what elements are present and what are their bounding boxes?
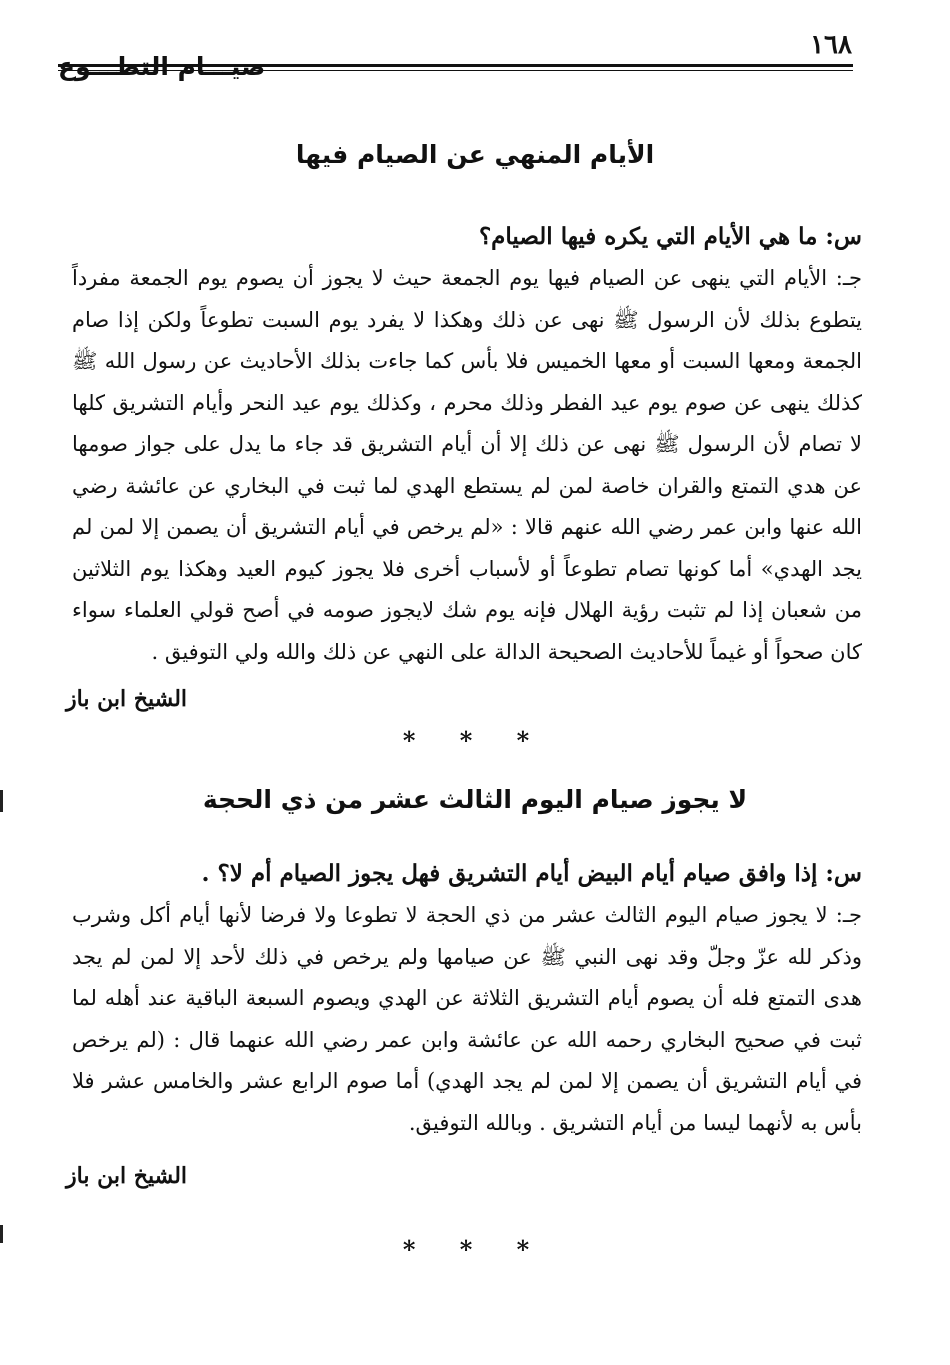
section-separator: * * * xyxy=(402,726,548,755)
running-header-title: صيـــام التطـــوع xyxy=(58,52,266,81)
answer-text: جـ: الأيام التي ينهى عن الصيام فيها يوم الجمعة حيث لا يجوز أن يصوم يوم الجمعة مفرداً يتطوع بذلك لأن الرسول ﷺ نهى عن ذلك وهكذا لا يفرد يوم السبت تطوعاً ولكن إذا صام الجمعة ومعها السبت أو معها الخميس فلا بأس كما جاءت بذلك الأحاديث عن رسول الله ﷺ كذلك ينهى عن صوم يوم عيد الفطر وذلك محرم ، وكذلك يوم عيد النحر وأيام التشريق كلها لا تصام لأن الرسول ﷺ نهى عن ذلك إلا أن أيام التشريق قد جاء ما يدل على جواز صومها عن هدي التمتع والقران خاصة لمن لم يستطع الهدي لما ثبت في البخاري عن عائشة رضي الله عنها وابن عمر رضي الله عنهم قالا : «لم يرخص في أيام التشريق أن يصمن إلا لمن لم يجد الهدي» أما كونها تصام تطوعاً أو لأسباب أخرى فلا يجوز كيوم العيد وهكذا يوم الثلاثين من شعبان إذا لم تثبت رؤية الهلال فإنه يوم شك لايجوز صومه في أصح قولي العلماء سواء كان صحواً أو غيماً للأحاديث الصحيحة الدالة على النهي عن ذلك والله ولي التوفيق . xyxy=(72,266,862,664)
scan-margin-mark xyxy=(0,790,3,812)
question-text: س: ما هي الأيام التي يكره فيها الصيام؟ xyxy=(478,223,862,250)
page-number: ١٦٨ xyxy=(810,30,852,60)
scan-margin-mark xyxy=(0,1225,3,1243)
section-title: الأيام المنهي عن الصيام فيها xyxy=(295,140,655,169)
author-signature: الشيخ ابن باز xyxy=(66,686,188,712)
author-signature: الشيخ ابن باز xyxy=(66,1163,188,1189)
section-separator: * * * xyxy=(402,1235,548,1264)
section-title: لا يجوز صيام اليوم الثالث عشر من ذي الحجة xyxy=(202,785,748,814)
header-rule xyxy=(58,64,853,67)
answer-text: جـ: لا يجوز صيام اليوم الثالث عشر من ذي الحجة لا تطوعا ولا فرضا لأنها أيام أكل وشرب وذكر لله عزّ وجلّ وقد نهى النبي ﷺ عن صيامها ولم يرخص في ذلك لأحد إلا لمن لم يجد هدى التمتع فله أن يصوم أيام التشريق الثلاثة عن الهدي ويصوم السبعة الباقية عند أهله لما ثبت في صحيح البخاري رحمه الله عن عائشة وابن عمر رضي الله عنهما قال : (لم يرخص في أيام التشريق أن يصمن إلا لمن لم يجد الهدي) أما صوم الرابع عشر والخامس عشر فلا بأس به لأنهما ليسا من أيام التشريق . وبالله التوفيق. xyxy=(72,903,862,1135)
question-text: س: إذا وافق صيام أيام البيض أيام التشريق فهل يجوز الصيام أم لا؟ . xyxy=(201,860,862,887)
header-rule-thin xyxy=(58,70,853,71)
